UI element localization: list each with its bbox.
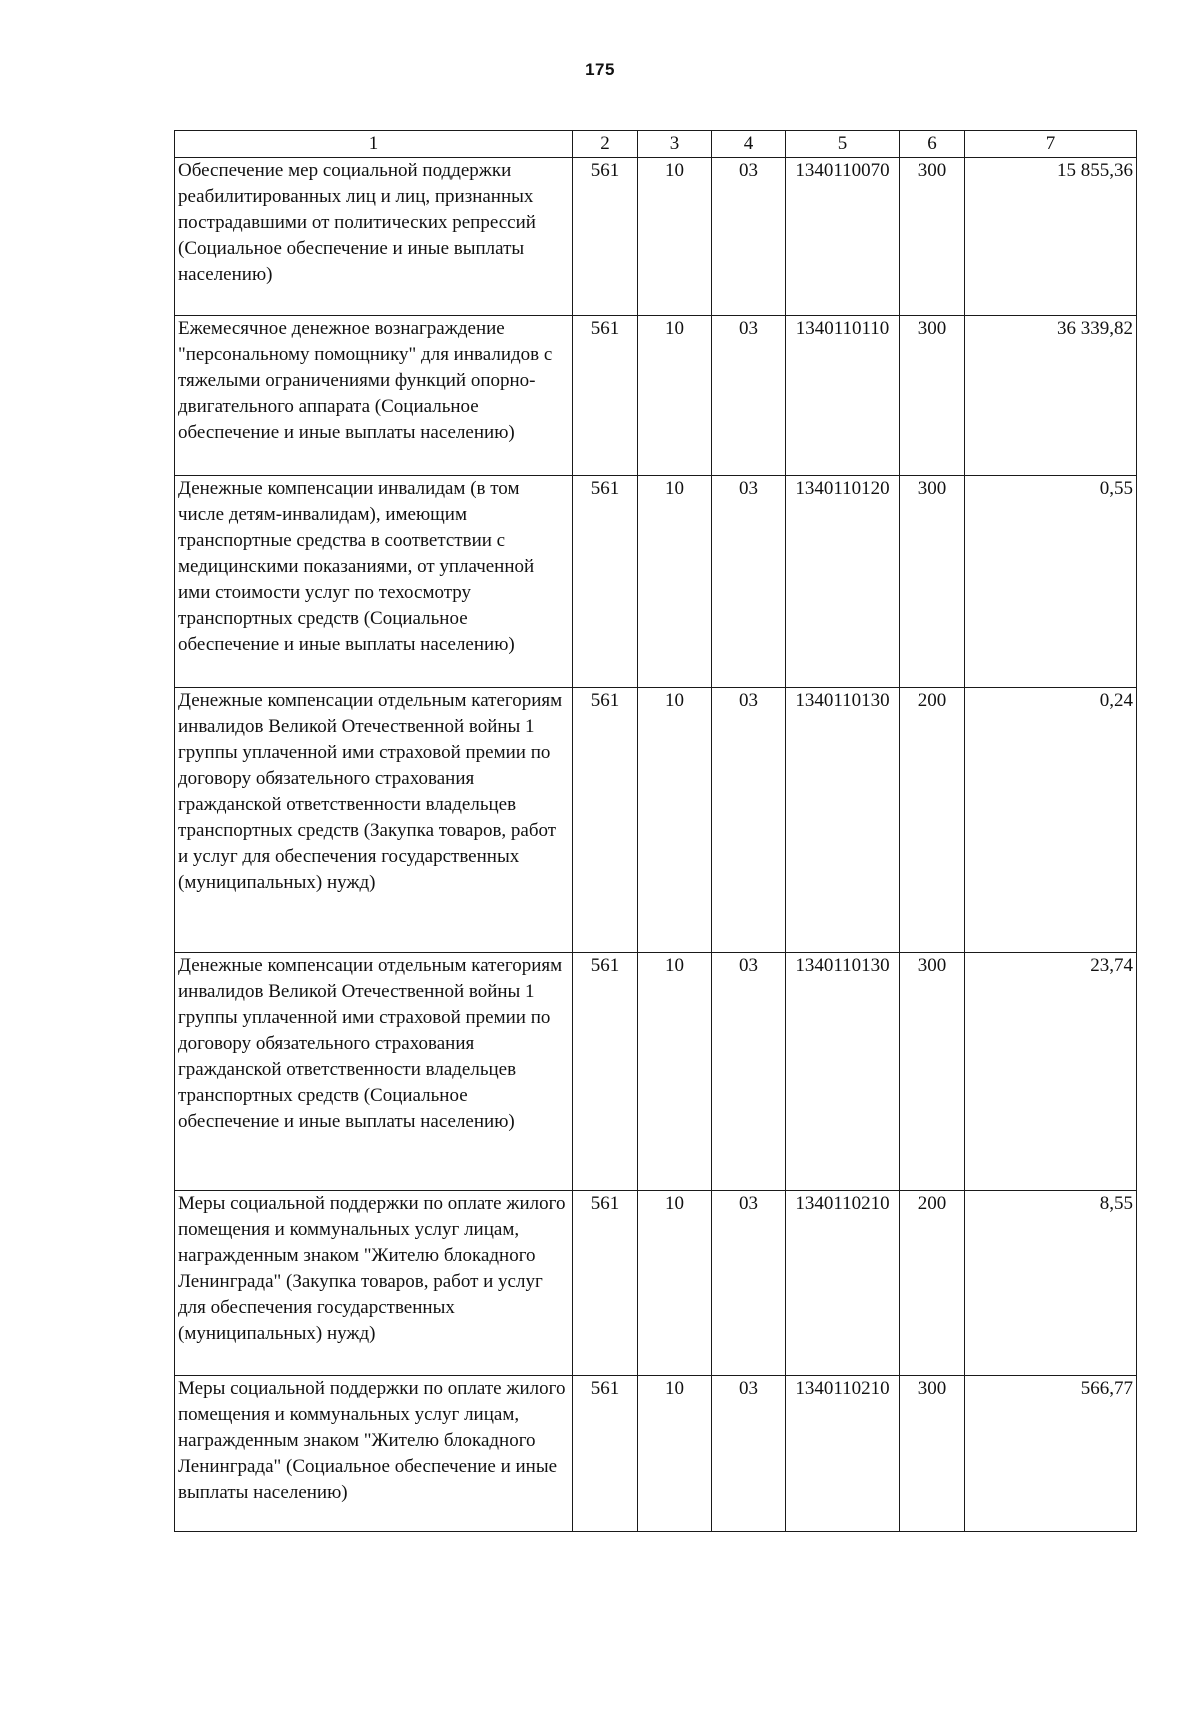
table-row bbox=[175, 158, 1137, 316]
table-row bbox=[175, 1376, 1137, 1532]
row-col-4: 03 bbox=[712, 1376, 786, 1532]
row-amount: 0,55 bbox=[965, 476, 1137, 688]
row-name: Обеспечение мер социальной поддержки реабилитированных лиц и лиц, признанных пострадавшими от политических репрессий (Социальное обеспечение и иные выплаты населению) bbox=[175, 158, 573, 316]
row-col-2: 561 bbox=[573, 1191, 638, 1376]
row-col-3: 10 bbox=[638, 316, 712, 476]
table-row bbox=[175, 316, 1137, 476]
row-col-3: 10 bbox=[638, 953, 712, 1191]
row-col-2: 561 bbox=[573, 476, 638, 688]
row-col-6: 300 bbox=[900, 158, 965, 316]
row-amount: 23,74 bbox=[965, 953, 1137, 1191]
header-col-2: 2 bbox=[573, 131, 638, 158]
row-name: Меры социальной поддержки по оплате жилого помещения и коммунальных услуг лицам, награжденным знаком "Жителю блокадного Ленинграда" (Социальное обеспечение и иные выплаты населению) bbox=[175, 1376, 573, 1532]
row-col-4: 03 bbox=[712, 953, 786, 1191]
row-col-5: 1340110120 bbox=[786, 476, 900, 688]
table-row bbox=[175, 476, 1137, 688]
row-col-3: 10 bbox=[638, 1376, 712, 1532]
row-col-5: 1340110070 bbox=[786, 158, 900, 316]
row-col-3: 10 bbox=[638, 1191, 712, 1376]
row-col-2: 561 bbox=[573, 953, 638, 1191]
row-col-6: 200 bbox=[900, 688, 965, 953]
row-amount: 8,55 bbox=[965, 1191, 1137, 1376]
row-name: Денежные компенсации отдельным категориям инвалидов Великой Отечественной войны 1 группы уплаченной ими страховой премии по договору обязательного страхования гражданской ответственности владельцев транспортных средств (Закупка товаров, работ и услуг для обеспечения государственных (муниципальных) нужд) bbox=[175, 688, 573, 953]
header-col-7: 7 bbox=[965, 131, 1137, 158]
table-row bbox=[175, 953, 1137, 1191]
table-row bbox=[175, 1191, 1137, 1376]
header-col-5: 5 bbox=[786, 131, 900, 158]
row-col-2: 561 bbox=[573, 688, 638, 953]
row-col-5: 1340110210 bbox=[786, 1376, 900, 1532]
row-col-6: 300 bbox=[900, 476, 965, 688]
budget-table bbox=[174, 130, 1137, 1532]
row-col-5: 1340110210 bbox=[786, 1191, 900, 1376]
row-name: Меры социальной поддержки по оплате жилого помещения и коммунальных услуг лицам, награжденным знаком "Жителю блокадного Ленинграда" (Закупка товаров, работ и услуг для обеспечения государственных (муниципальных) нужд) bbox=[175, 1191, 573, 1376]
row-col-3: 10 bbox=[638, 158, 712, 316]
header-col-3: 3 bbox=[638, 131, 712, 158]
row-name: Денежные компенсации отдельным категориям инвалидов Великой Отечественной войны 1 группы уплаченной ими страховой премии по договору обязательного страхования гражданской ответственности владельцев транспортных средств (Социальное обеспечение и иные выплаты населению) bbox=[175, 953, 573, 1191]
row-col-6: 200 bbox=[900, 1191, 965, 1376]
page-number: 175 bbox=[585, 60, 615, 79]
header-col-6: 6 bbox=[900, 131, 965, 158]
row-col-2: 561 bbox=[573, 1376, 638, 1532]
row-col-4: 03 bbox=[712, 316, 786, 476]
row-col-4: 03 bbox=[712, 476, 786, 688]
header-col-4: 4 bbox=[712, 131, 786, 158]
row-amount: 566,77 bbox=[965, 1376, 1137, 1532]
row-col-2: 561 bbox=[573, 316, 638, 476]
row-col-4: 03 bbox=[712, 1191, 786, 1376]
row-col-2: 561 bbox=[573, 158, 638, 316]
row-col-5: 1340110130 bbox=[786, 688, 900, 953]
table-row bbox=[175, 688, 1137, 953]
row-col-4: 03 bbox=[712, 688, 786, 953]
row-amount: 0,24 bbox=[965, 688, 1137, 953]
row-col-6: 300 bbox=[900, 953, 965, 1191]
row-col-5: 1340110130 bbox=[786, 953, 900, 1191]
row-col-3: 10 bbox=[638, 688, 712, 953]
header-row bbox=[175, 131, 1137, 158]
row-name: Ежемесячное денежное вознаграждение "персональному помощнику" для инвалидов с тяжелыми ограничениями функций опорно-двигательного аппарата (Социальное обеспечение и иные выплаты населению) bbox=[175, 316, 573, 476]
row-col-5: 1340110110 bbox=[786, 316, 900, 476]
row-name: Денежные компенсации инвалидам (в том числе детям-инвалидам), имеющим транспортные средства в соответствии с медицинскими показаниями, от уплаченной ими стоимости услуг по техосмотру транспортных средств (Социальное обеспечение и иные выплаты населению) bbox=[175, 476, 573, 688]
row-col-6: 300 bbox=[900, 1376, 965, 1532]
row-col-3: 10 bbox=[638, 476, 712, 688]
header-col-1: 1 bbox=[175, 131, 573, 158]
row-col-4: 03 bbox=[712, 158, 786, 316]
row-col-6: 300 bbox=[900, 316, 965, 476]
row-amount: 15 855,36 bbox=[965, 158, 1137, 316]
row-amount: 36 339,82 bbox=[965, 316, 1137, 476]
